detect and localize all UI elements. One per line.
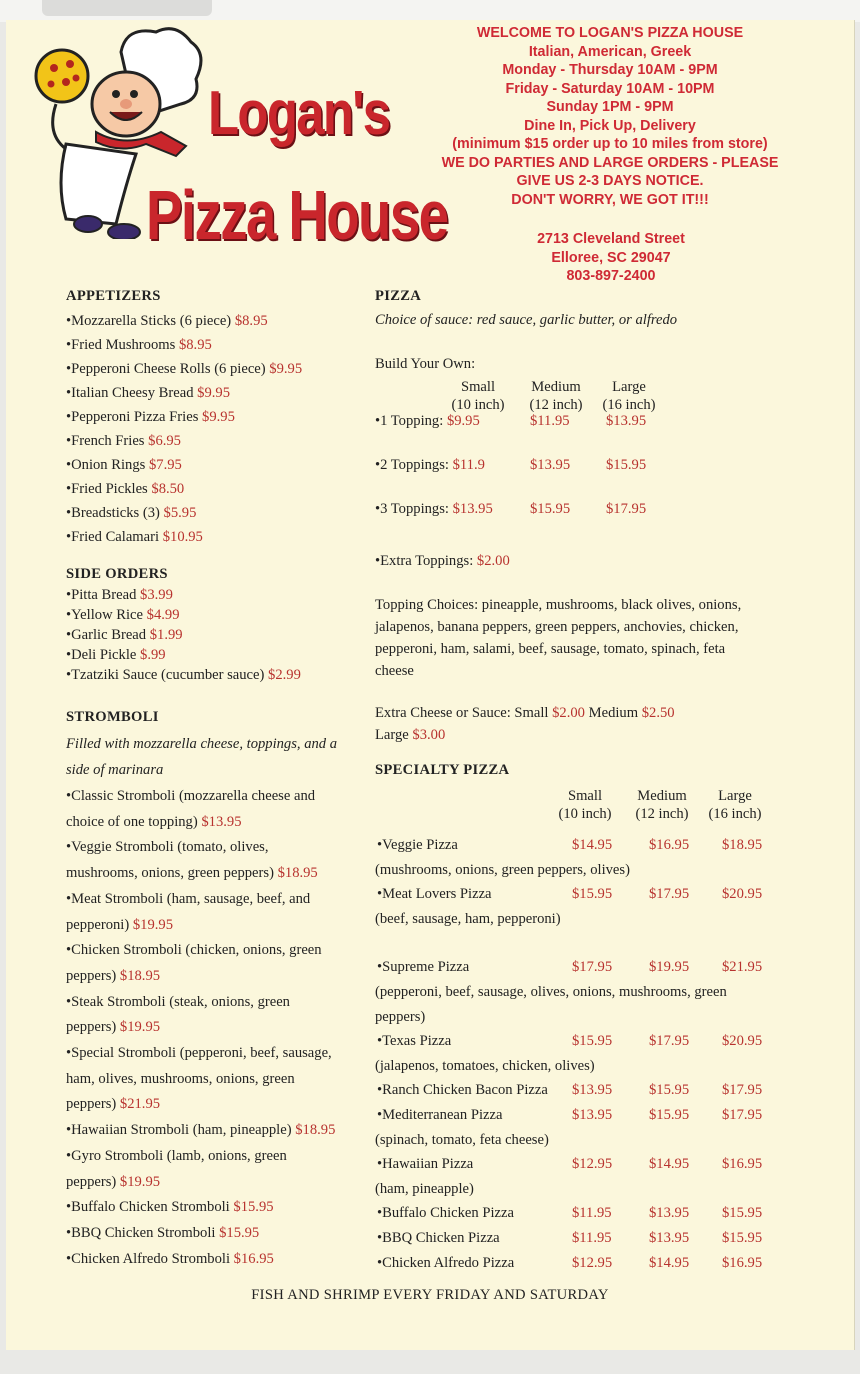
stromboli-item-line: [66, 813, 242, 831]
stromboli-item-line: [66, 1070, 295, 1088]
side-order-item: [66, 586, 173, 604]
item-price: $9.95: [197, 385, 230, 401]
specialty-small-price: $12.95: [572, 1254, 613, 1271]
specialty-name: •Meat Lovers Pizza: [377, 886, 492, 903]
build-your-own: Build Your Own:: [375, 356, 476, 372]
specialty-name: •Ranch Chicken Bacon Pizza: [377, 1082, 548, 1099]
specialty-small-price: $11.95: [572, 1205, 612, 1222]
extra-cheese-medium-label: Medium: [588, 705, 639, 721]
item-price: $7.95: [148, 457, 182, 473]
stromboli-item-line: [66, 916, 173, 934]
address-city: Elloree, SC 29047: [551, 249, 671, 266]
item-price: $2.99: [268, 667, 301, 683]
stromboli-item-line: [66, 838, 269, 856]
item-name: mushrooms, onions, green peppers): [66, 865, 274, 882]
topping-small-price: $9.95: [446, 413, 480, 429]
stromboli-desc: Filled with mozzarella cheese, toppings, and a: [66, 736, 338, 752]
topping-medium-price: $13.95: [530, 457, 571, 473]
size-medium: [525, 378, 587, 414]
info-line: WE DO PARTIES AND LARGE ORDERS - PLEASE: [441, 154, 779, 171]
phone-number: 803-897-2400: [566, 268, 656, 284]
stromboli-item-line: [66, 941, 322, 959]
item-name: •Italian Cheesy Bread: [66, 385, 194, 401]
topping-row: [375, 500, 493, 518]
specialty-large-price: $20.95: [722, 886, 763, 903]
item-price: $18.95: [277, 865, 318, 882]
item-price: $3.99: [140, 587, 173, 603]
topping-choices: cheese: [375, 663, 414, 679]
specialty-large-price: $20.95: [722, 1033, 763, 1050]
specialty-large-price: $15.95: [722, 1230, 763, 1246]
extra-toppings-price: $2.00: [476, 553, 510, 569]
stromboli-heading: STROMBOLI: [66, 709, 159, 725]
topping-large-price: $13.95: [606, 413, 647, 429]
item-name: choice of one topping): [66, 813, 198, 830]
stromboli-item-line: [66, 993, 290, 1011]
specialty-name: •Buffalo Chicken Pizza: [377, 1205, 514, 1222]
specialty-name: •Mediterranean Pizza: [377, 1107, 503, 1123]
appetizer-item: [66, 432, 181, 450]
topping-choices: Topping Choices: pineapple, mushrooms, black olives, onions,: [375, 597, 742, 613]
stromboli-item-line: [66, 967, 160, 985]
extra-cheese-medium: $2.50: [641, 705, 675, 721]
store-info: [418, 24, 802, 209]
item-price: $19.95: [119, 1173, 161, 1190]
stromboli-item-line: [66, 1121, 335, 1139]
specialty-medium-price: $15.95: [649, 1107, 690, 1123]
item-price: $9.95: [269, 361, 303, 377]
footer-note: FISH AND SHRIMP EVERY FRIDAY AND SATURDAY: [251, 1287, 609, 1303]
item-price: $8.50: [151, 481, 185, 497]
specialty-small-price: $13.95: [572, 1082, 613, 1099]
side-order-item: [66, 646, 166, 664]
specialty-medium-price: $19.95: [649, 959, 690, 976]
extra-cheese-small: $2.00: [552, 705, 585, 721]
appetizer-item: [66, 456, 182, 474]
pizza-sauce: Choice of sauce: red sauce, garlic butter, or alfredo: [375, 312, 678, 328]
item-name: •Pepperoni Pizza Fries: [66, 409, 199, 425]
side-order-item: [66, 666, 301, 684]
item-name: peppers): [66, 1173, 117, 1190]
specialty-large-price: $15.95: [722, 1205, 763, 1222]
size-name: Medium: [637, 788, 687, 804]
item-price: $10.95: [162, 529, 203, 545]
appetizer-item: [66, 336, 212, 354]
size-inch: (10 inch): [558, 806, 612, 822]
specialty-name: •Hawaiian Pizza: [377, 1156, 474, 1173]
appetizers-heading: APPETIZERS: [66, 288, 161, 304]
specialty-small-price: $15.95: [572, 1033, 613, 1050]
item-name: •Buffalo Chicken Stromboli: [66, 1199, 230, 1216]
item-name: •Chicken Alfredo Stromboli: [66, 1250, 231, 1267]
topping-choices: jalapenos, banana peppers, green peppers, anchovies, chicken,: [375, 619, 739, 635]
specialty-size-small: [554, 787, 616, 823]
specialty-small-price: $11.95: [572, 1230, 612, 1246]
extra-cheese-large-price: $3.00: [412, 727, 446, 743]
item-name: peppers): [66, 1096, 117, 1113]
stromboli-item-line: [66, 787, 315, 805]
specialty-desc: (jalapenos, tomatoes, chicken, olives): [375, 1057, 595, 1074]
specialty-medium-price: $14.95: [649, 1254, 690, 1271]
item-name: •BBQ Chicken Stromboli: [66, 1224, 216, 1241]
appetizer-item: [66, 384, 230, 402]
extra-cheese: [375, 704, 675, 722]
specialty-medium-price: $16.95: [649, 837, 690, 853]
specialty-name: •Veggie Pizza: [377, 837, 458, 853]
size-name: Large: [718, 788, 752, 804]
item-name: •Fried Mushrooms: [66, 337, 176, 353]
item-price: $13.95: [201, 813, 242, 830]
extra-toppings: [375, 552, 510, 570]
item-name: peppers): [66, 1019, 117, 1036]
item-name: •Pitta Bread: [66, 587, 137, 603]
stromboli-item-line: [66, 1224, 259, 1242]
stromboli-item-line: [66, 1147, 287, 1165]
specialty-size-large: [704, 787, 766, 823]
specialty-medium-price: $13.95: [649, 1230, 690, 1246]
item-name: •Special Stromboli (pepperoni, beef, sausage,: [66, 1045, 332, 1061]
specialty-large-price: $17.95: [722, 1107, 763, 1123]
item-name: •Tzatziki Sauce (cucumber sauce): [66, 667, 265, 683]
side-orders-heading: SIDE ORDERS: [66, 566, 168, 582]
appetizer-item: [66, 504, 196, 522]
item-name: •Veggie Stromboli (tomato, olives,: [66, 839, 269, 856]
stromboli-item-line: [66, 1095, 160, 1113]
info-line: Sunday 1PM - 9PM: [546, 99, 674, 115]
item-name: •Fried Pickles: [66, 481, 148, 497]
item-price: $19.95: [132, 916, 174, 933]
topping-name: •1 Topping:: [375, 413, 444, 429]
specialty-large-price: $17.95: [722, 1082, 763, 1099]
address-street: 2713 Cleveland Street: [537, 231, 685, 247]
topping-name: •3 Toppings:: [375, 501, 449, 517]
item-price: $.99: [140, 647, 166, 663]
appetizer-item: [66, 360, 302, 378]
specialty-small-price: $15.95: [572, 886, 613, 903]
item-name: •Hawaiian Stromboli (ham, pineapple): [66, 1122, 292, 1139]
size-inch: (16 inch): [708, 806, 762, 822]
info-line: Dine In, Pick Up, Delivery: [524, 117, 696, 134]
logo-text-pizza-house: Pizza House: [146, 176, 448, 254]
item-name: •Deli Pickle: [66, 647, 137, 663]
size-name: Small: [460, 379, 496, 395]
item-price: $15.95: [219, 1224, 260, 1241]
info-line: (minimum $15 order up to 10 miles from store): [452, 136, 768, 152]
info-line: Monday - Thursday 10AM - 9PM: [502, 62, 718, 78]
specialty-name: •Texas Pizza: [377, 1033, 452, 1050]
specialty-medium-price: $13.95: [649, 1205, 690, 1222]
item-name: •Yellow Rice: [66, 607, 144, 623]
specialty-large-price: $18.95: [722, 837, 763, 853]
specialty-desc: (spinach, tomato, feta cheese): [375, 1131, 549, 1148]
item-name: •Onion Rings: [66, 457, 146, 473]
stromboli-item-line: [66, 1198, 274, 1216]
size-inch: (12 inch): [635, 806, 689, 822]
size-inch: (10 inch): [451, 397, 505, 413]
specialty-medium-price: $17.95: [649, 1033, 690, 1050]
specialty-medium-price: $14.95: [649, 1156, 690, 1173]
size-large: [598, 378, 660, 414]
store-address: [496, 230, 726, 286]
item-name: ham, olives, mushrooms, onions, green: [66, 1070, 295, 1087]
item-name: •Gyro Stromboli (lamb, onions, green: [66, 1147, 287, 1164]
top-bar: [0, 0, 860, 22]
size-name: Small: [567, 788, 603, 804]
topping-choices: pepperoni, ham, salami, beef, sausage, tomato, spinach, feta: [375, 641, 726, 657]
item-name: •Mozzarella Sticks (6 piece): [66, 313, 232, 329]
pizza-heading: PIZZA: [375, 288, 422, 304]
specialty-small-price: $14.95: [572, 837, 613, 853]
item-name: •Meat Stromboli (ham, sausage, beef, and: [66, 890, 311, 907]
item-price: $18.95: [119, 967, 161, 984]
info-line: Friday - Saturday 10AM - 10PM: [505, 80, 715, 97]
specialty-name: •Supreme Pizza: [377, 959, 470, 976]
topping-row: [375, 456, 485, 474]
topping-large-price: $17.95: [606, 501, 647, 517]
specialty-desc: peppers): [375, 1008, 426, 1025]
stromboli-item-line: [66, 1250, 274, 1268]
specialty-small-price: $17.95: [572, 959, 613, 976]
appetizer-item: [66, 408, 235, 426]
size-inch: (16 inch): [602, 397, 656, 413]
item-price: $18.95: [295, 1122, 336, 1139]
item-price: $8.95: [234, 313, 268, 329]
topping-small-price: $11.9: [452, 457, 485, 473]
item-price: $1.99: [149, 627, 183, 643]
specialty-heading: SPECIALTY PIZZA: [375, 762, 510, 778]
menu-page: [6, 20, 855, 1350]
item-name: •Chicken Stromboli (chicken, onions, green: [66, 942, 322, 959]
specialty-name: •BBQ Chicken Pizza: [377, 1230, 500, 1246]
item-name: •Pepperoni Cheese Rolls (6 piece): [66, 361, 266, 377]
item-name: pepperoni): [66, 916, 130, 933]
topping-medium-price: $15.95: [530, 501, 571, 517]
topping-row: [375, 412, 480, 430]
size-name: Medium: [531, 379, 581, 395]
item-price: $8.95: [178, 337, 212, 353]
item-name: •Fried Calamari: [66, 529, 160, 545]
info-line: GIVE US 2-3 DAYS NOTICE.: [516, 173, 704, 189]
item-name: •Breadsticks (3): [66, 505, 160, 521]
appetizer-item: [66, 528, 203, 546]
extra-cheese-large: [375, 726, 445, 744]
specialty-small-price: $12.95: [572, 1156, 613, 1173]
item-price: $15.95: [233, 1199, 274, 1216]
specialty-size-medium: [631, 787, 693, 823]
info-line: Italian, American, Greek: [528, 43, 692, 60]
specialty-large-price: $16.95: [722, 1254, 763, 1271]
side-order-item: [66, 606, 180, 624]
item-price: $21.95: [119, 1096, 161, 1113]
stromboli-item-line: [66, 1018, 160, 1036]
item-price: $5.95: [163, 505, 197, 521]
item-price: $6.95: [148, 433, 181, 449]
specialty-medium-price: $17.95: [649, 886, 690, 903]
topping-large-price: $15.95: [606, 457, 647, 473]
topping-small-price: $13.95: [452, 501, 493, 517]
size-name: Large: [612, 379, 646, 395]
size-small: [447, 378, 509, 414]
size-inch: (12 inch): [529, 397, 583, 413]
item-name: •Garlic Bread: [66, 627, 147, 643]
appetizer-item: [66, 480, 184, 498]
specialty-desc: (beef, sausage, ham, pepperoni): [375, 910, 561, 927]
stromboli-item-line: [66, 1173, 160, 1191]
item-name: •Classic Stromboli (mozzarella cheese and: [66, 788, 316, 804]
extra-cheese-large-label: Large: [375, 727, 409, 743]
specialty-small-price: $13.95: [572, 1107, 613, 1123]
info-line: DON'T WORRY, WE GOT IT!!!: [511, 191, 709, 208]
specialty-desc: (ham, pineapple): [375, 1180, 474, 1197]
logo-text-logans: Logan's: [208, 79, 390, 148]
item-price: $19.95: [119, 1019, 161, 1036]
specialty-medium-price: $15.95: [649, 1082, 690, 1099]
item-price: $4.99: [146, 607, 180, 623]
specialty-desc: (pepperoni, beef, sausage, olives, onions, mushrooms, green: [375, 984, 727, 1000]
item-name: •Steak Stromboli (steak, onions, green: [66, 993, 290, 1010]
stromboli-item-line: [66, 1044, 332, 1062]
extra-toppings-label: •Extra Toppings:: [375, 553, 474, 569]
topping-medium-price: $11.95: [530, 413, 570, 429]
extra-cheese-label: Extra Cheese or Sauce: Small: [375, 705, 549, 721]
stromboli-item-line: [66, 890, 310, 908]
item-name: peppers): [66, 967, 117, 984]
specialty-name: •Chicken Alfredo Pizza: [377, 1254, 515, 1271]
item-name: •French Fries: [66, 433, 145, 449]
item-price: $16.95: [233, 1250, 274, 1267]
stromboli-item-line: [66, 864, 318, 882]
side-order-item: [66, 626, 183, 644]
top-tab: [42, 0, 212, 16]
info-line: WELCOME TO LOGAN'S PIZZA HOUSE: [476, 25, 744, 41]
specialty-large-price: $21.95: [722, 959, 763, 976]
item-price: $9.95: [202, 409, 235, 425]
specialty-desc: (mushrooms, onions, green peppers, olives): [375, 861, 630, 878]
specialty-large-price: $16.95: [722, 1156, 763, 1173]
stromboli-desc: side of marinara: [66, 762, 164, 778]
topping-name: •2 Toppings:: [375, 457, 449, 473]
appetizer-item: [66, 312, 268, 330]
